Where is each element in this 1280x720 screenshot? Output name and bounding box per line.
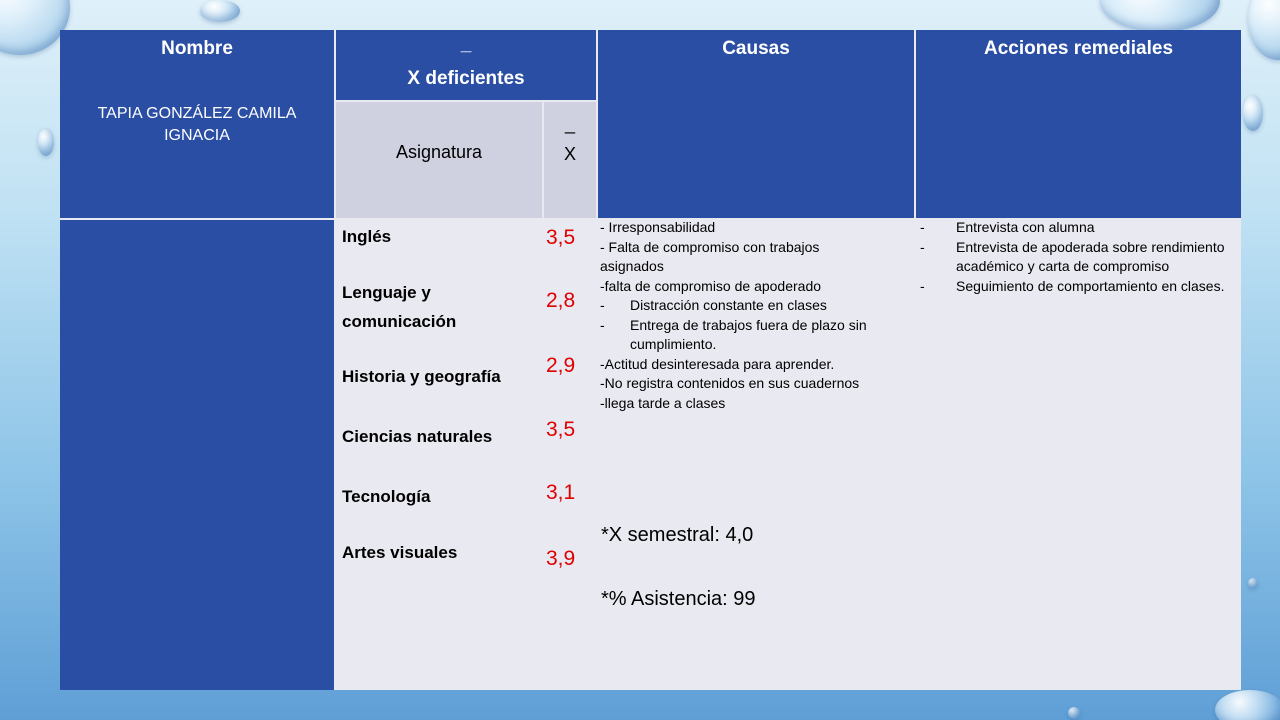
cause-item: - Falta de compromiso con trabajos asignados	[600, 238, 820, 274]
grade-value: 3,5	[546, 226, 576, 249]
water-drop-decoration	[1243, 95, 1263, 131]
cause-item: -No registra contenidos en sus cuadernos	[600, 375, 860, 391]
subject-name: Ciencias naturales	[342, 427, 493, 446]
x-bar: _	[564, 114, 575, 134]
subject-name: Inglés	[342, 227, 392, 246]
x-deficientes-label: X deficientes	[407, 68, 525, 89]
name-body-cell	[60, 220, 334, 690]
semestral-average: *X semestral: 4,0	[601, 524, 754, 546]
x-deficientes-bar: _	[460, 34, 472, 55]
water-drop-decoration	[38, 128, 54, 156]
causas-label: Causas	[722, 38, 790, 59]
water-drop-decoration	[1068, 707, 1080, 719]
nombre-label: Nombre	[161, 38, 233, 59]
grade-value: 3,9	[546, 547, 576, 570]
nombre-header-cell	[60, 30, 334, 218]
subject-name: Tecnología	[342, 487, 431, 506]
action-item: - Entrevista con alumna	[920, 219, 1095, 235]
acciones-label: Acciones remediales	[983, 38, 1174, 59]
subject-name: Artes visuales	[342, 543, 458, 562]
grade-value: 3,1	[546, 481, 576, 504]
water-drop-decoration	[1215, 690, 1280, 720]
subject-name: Lenguaje y comunicación	[342, 283, 457, 331]
causas-header-cell	[598, 30, 914, 218]
x-label: X	[563, 144, 576, 164]
student-name: TAPIA GONZÁLEZ CAMILA IGNACIA	[97, 105, 297, 144]
water-drop-decoration	[1100, 0, 1220, 32]
actions-list	[920, 218, 1240, 296]
x-header-cell	[544, 102, 596, 218]
cause-item: - Entrega de trabajos fuera de plazo sin cumplimiento.	[600, 316, 867, 352]
action-item: - Entrevista de apoderada sobre rendimiento académico y carta de compromiso	[920, 238, 1225, 274]
action-item: - Seguimiento de comportamiento en clases.	[920, 277, 1225, 294]
cause-item: - Irresponsabilidad	[600, 219, 716, 235]
water-drop-decoration	[1248, 578, 1258, 588]
grade-value: 2,8	[546, 289, 576, 312]
attendance-percentage: *% Asistencia: 99	[601, 588, 756, 610]
cause-item: - Distracción constante en clases	[600, 297, 827, 313]
water-drop-decoration	[1248, 0, 1280, 60]
grade-value: 2,9	[546, 354, 576, 377]
acciones-header-cell	[916, 30, 1241, 218]
causes-list	[600, 218, 900, 413]
grade-value: 3,5	[546, 418, 576, 441]
water-drop-decoration	[200, 0, 240, 22]
x-deficientes-header-cell	[336, 30, 596, 100]
subject-name: Historia y geografía	[342, 367, 501, 386]
asignatura-header-cell	[336, 102, 542, 218]
student-report-table	[60, 30, 1241, 690]
cause-item: -Actitud desinteresada para aprender.	[600, 355, 835, 372]
asignatura-label: Asignatura	[395, 142, 483, 162]
cause-item: -falta de compromiso de apoderado	[600, 277, 822, 294]
cause-item: -llega tarde a clases	[600, 394, 726, 411]
